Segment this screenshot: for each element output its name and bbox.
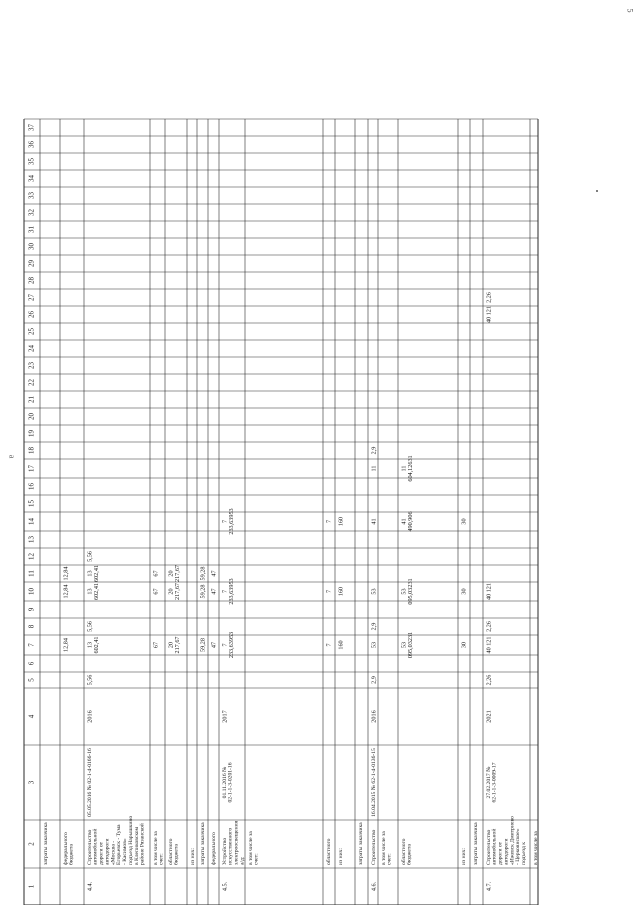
column-number: 5 (27, 678, 36, 682)
left-margin-mark: а (7, 454, 17, 459)
table-cell: 2017 (221, 710, 229, 723)
table-cell: 30 (460, 518, 468, 525)
table-cell: 47 (210, 588, 218, 595)
table-cell: - Касимов» (122, 838, 129, 865)
table-cell: 2021 (485, 710, 493, 723)
table-cell: 5,56 (86, 621, 94, 632)
table-cell: бюджета (68, 844, 75, 865)
column-number: 29 (27, 260, 36, 267)
table-cell: 40 121 (485, 582, 493, 601)
column-number: 37 (27, 124, 36, 131)
column-number: 10 (27, 588, 36, 595)
table-cell: 2,26 (485, 621, 493, 632)
table-cell: 2,9 (370, 676, 378, 684)
column-number: 14 (27, 518, 36, 525)
table-cell: 7 (325, 643, 333, 647)
column-number: 16 (27, 483, 36, 490)
table-cell: 30 (460, 641, 468, 649)
table-cell: 20 (167, 641, 175, 649)
table-cell: 20 (167, 588, 175, 595)
table-cell: 02-1-1-3-0201-16 (227, 762, 234, 803)
table-cell: затраты заказчика (357, 822, 364, 865)
table-cell: 2016 (370, 710, 378, 723)
table-cell: 62-1-1-3-0009-17 (491, 762, 498, 803)
column-number: 31 (27, 226, 36, 233)
table-cell: 47 (210, 570, 218, 577)
table-cell: 217,67 (173, 582, 181, 601)
table-cell: а/д: (239, 856, 246, 865)
table-cell: областного (325, 838, 332, 865)
table-cell: 12,84 (62, 566, 70, 581)
table-cell: автомобильной (92, 828, 99, 865)
table-cell: бюджета (406, 844, 413, 865)
column-number: 8 (27, 624, 36, 629)
table-cell: 602,41 (92, 636, 100, 654)
table-cell: искусственного (227, 827, 234, 865)
table-cell: 604,12631 (406, 455, 414, 482)
table-cell: «Москва - (110, 840, 117, 865)
table-cell: из них: (337, 848, 344, 865)
column-number: 6 (27, 661, 36, 666)
table-cell: 233,63953 (227, 631, 235, 659)
table-cell: 7 (325, 589, 333, 594)
table-cell: 13 (86, 641, 94, 649)
table-cell: районе Рязанской (139, 823, 146, 865)
column-number: 9 (27, 607, 36, 612)
table-cell: 7 (221, 643, 229, 647)
table-cell: 13 (86, 588, 94, 595)
table-cell: Строительство (86, 829, 93, 865)
table-cell: федерального (210, 832, 217, 865)
column-number: 7 (27, 643, 36, 647)
table-cell: 12,84 (62, 638, 70, 652)
table-cell: «Ижевск Дмитриево (509, 816, 516, 865)
table-cell: автомобильной (491, 828, 498, 865)
table-cell: 7 (221, 519, 229, 524)
column-number: 1 (27, 884, 36, 889)
table-cell: 5,56 (86, 674, 94, 686)
column-number: 2 (27, 842, 36, 846)
table-cell: затраты заказчика (42, 822, 49, 865)
table-cell: 01.11.2016 № (221, 766, 228, 799)
table-cell: Егорьевск - Тума (116, 824, 123, 865)
column-number: 20 (27, 413, 36, 420)
table-cell: 4.4. (86, 881, 94, 892)
table-cell: 47 (210, 641, 218, 649)
table-cell: 095,03231 (406, 578, 414, 605)
column-number: 26 (27, 311, 36, 318)
column-number: 27 (27, 294, 36, 301)
scan-speck (596, 190, 598, 192)
column-number: 18 (27, 447, 36, 454)
table-cell: автодороги (104, 838, 111, 865)
table-cell: затраты заказчика (199, 822, 206, 865)
table-cell: федерального (62, 832, 69, 865)
table-cell: 30 (460, 588, 468, 595)
column-number: 30 (27, 243, 36, 250)
column-number: 4 (27, 714, 36, 719)
table-cell: затраты заказчика (472, 822, 479, 865)
table-cell: 12,84 (62, 584, 70, 599)
table-cell: 2,26 (485, 674, 493, 686)
table-cell: 59,28 (199, 584, 207, 599)
column-number: 17 (27, 465, 36, 472)
table-cell: 160 (337, 640, 345, 650)
table-cell: из них: (460, 848, 467, 865)
table-cell: 41 (400, 518, 408, 525)
table-cell: 40 121 (485, 305, 493, 324)
table-cell: 53 (370, 641, 378, 649)
table-cell: в том числе за (247, 831, 254, 865)
table-cell: 233,63953 (227, 578, 235, 605)
table-cell: 11 (400, 465, 408, 472)
table-cell: областного (167, 838, 174, 865)
table-cell: бюджета (173, 844, 180, 865)
table-cell: Строительство (370, 829, 377, 865)
table-cell: 7 (325, 519, 333, 524)
table-cell: подъезд Нарышкино (127, 815, 134, 865)
table-cell: 53 (370, 588, 378, 595)
table-cell: 59,28 (199, 638, 207, 652)
column-number: 13 (27, 536, 36, 543)
table-cell: из них: (189, 848, 196, 865)
column-number: 35 (27, 158, 36, 165)
column-number: 24 (27, 345, 36, 352)
column-number: 15 (27, 500, 36, 507)
table-cell: 4.6. (370, 881, 378, 892)
table-cell: в том числе за (380, 831, 387, 865)
column-number: 3 (27, 780, 36, 785)
column-number: 22 (27, 379, 36, 386)
table-cell: 13 (86, 570, 94, 577)
table-cell: 67 (152, 570, 160, 577)
table-text (28, 124, 539, 892)
column-number: 28 (27, 277, 36, 284)
column-number: 23 (27, 362, 36, 369)
table-cell: 27.02.2017 № (485, 766, 492, 799)
table-cell: в том числе за (152, 831, 159, 865)
column-number: 36 (27, 141, 36, 148)
column-number: 21 (27, 396, 36, 403)
table-cell: подъезд к (521, 842, 528, 865)
table-cell: 4.5. (221, 881, 229, 892)
table-cell: областного (400, 838, 407, 865)
table-cell: 2,9 (370, 446, 378, 455)
table-cell: 095,03231 (406, 631, 414, 659)
table-cell: 160 (337, 516, 345, 527)
table-cell: 490,906 (406, 511, 414, 532)
table-cell: - Церковнское» (515, 828, 522, 865)
table-cell: 53 (400, 588, 408, 595)
table-cell: Строительство (485, 829, 492, 865)
table-cell: 11 (370, 465, 378, 472)
table-cell: 233,63953 (227, 508, 235, 535)
column-number: 12 (27, 553, 36, 560)
column-number: 34 (27, 175, 36, 182)
table-cell: в Клепиковском (133, 826, 140, 865)
table-cell: Устройство (221, 837, 228, 865)
table-cell: 7 (221, 589, 229, 594)
table-cell: дороги от (497, 841, 504, 865)
table-cell: 05.05.2016 № 02-1-4-0166-16 (86, 748, 93, 817)
table-cell: 160 (337, 586, 345, 597)
table-cell: 602,41 (92, 582, 100, 601)
column-number: 19 (27, 430, 36, 437)
table-cell: счет: (386, 853, 393, 865)
table-cell: 2,9 (370, 622, 378, 631)
table-cell: в том числе за (532, 831, 539, 865)
table-cell: 217,67 (173, 564, 181, 583)
table-cell: 2016 (86, 710, 94, 723)
table-cell: 41 (370, 518, 378, 525)
table-cell: 40 121 (485, 636, 493, 654)
table-cell: 16.04.2015 № 62-1-4-0136-15 (370, 748, 377, 817)
table-cell: 2,26 (485, 292, 493, 303)
table-cell: автодороги (503, 838, 510, 865)
column-number: 25 (27, 328, 36, 335)
table-cell: 602,41 (92, 564, 100, 583)
table-cell: 4.7. (485, 881, 493, 892)
table-cell: дороги от (98, 841, 105, 865)
column-number: 11 (27, 570, 36, 577)
column-number: 33 (27, 192, 36, 199)
table-cell: 5,56 (86, 551, 94, 562)
table-cell: 217,67 (173, 636, 181, 654)
column-number: 32 (27, 209, 36, 216)
table-cell: счет: (253, 853, 260, 865)
table-cell: 59,28 (199, 566, 207, 581)
table-cell: электроосвещения (233, 820, 240, 865)
table-cell: 67 (152, 588, 160, 595)
top-right-mark: 5 (625, 8, 635, 13)
table-cell: 67 (152, 641, 160, 649)
table-grid (24, 119, 538, 905)
table-cell: 53 (400, 641, 408, 649)
table-cell: счет: (158, 853, 165, 865)
table-cell: 20 (167, 570, 175, 577)
